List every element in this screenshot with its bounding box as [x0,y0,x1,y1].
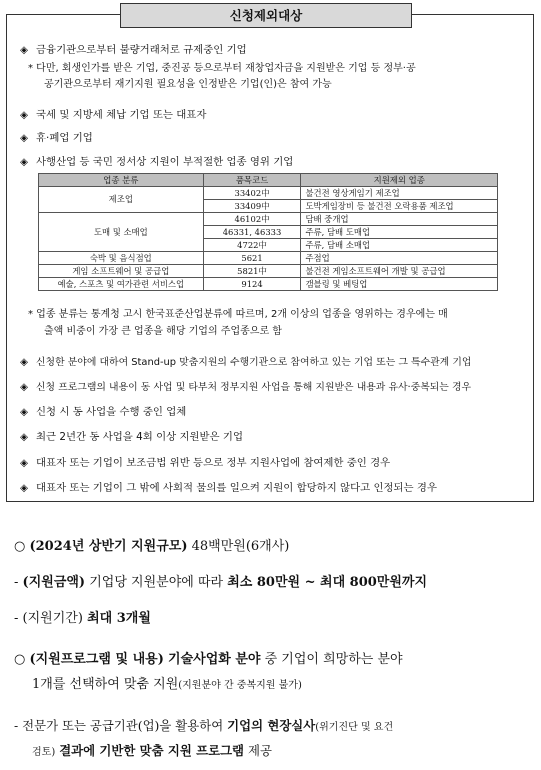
industry-category: 예술, 스포츠 및 여가관련 서비스업 [39,278,204,291]
excluded-industry: 불건전 영상게임기 제조업 [301,187,498,200]
diamond-bullet-icon: ◈ [20,44,28,56]
support-period-line: - (지원기간) 최대 3개월 [14,611,151,626]
table-row [39,265,498,278]
excluded-industry: 주류, 담배 소매업 [301,239,498,252]
table-row [39,187,498,200]
industry-category: 숙박 및 음식점업 [39,252,204,265]
support-amount-line: - (지원금액) 기업당 지원분야에 따라 최소 80만원 ~ 최대 800만원까지 [14,575,428,590]
exclusion-title: 신청제외대상 [120,3,412,28]
item-code: 9124 [203,278,301,291]
item-code: 46331, 46333 [203,226,301,239]
expert-diagnosis-line: - 전문가 또는 공급기관(업)을 활용하여 기업의 현장실사(위기진단 및 요건 [14,718,394,733]
excluded-industry: 불건전 게임소프트웨어 개발 및 공급업 [301,265,498,278]
support-program-line: ○ (지원프로그램 및 내용) 기술사업화 분야 중 기업이 희망하는 분야 [14,652,403,667]
exclusion-item: ◈ 최근 2년간 동 사업을 4회 이상 지원받은 기업 [20,431,243,443]
item-code: 5821中 [203,265,301,278]
industry-note: 출액 비중이 가장 큰 업종을 해당 기업의 주업종으로 함 [44,326,282,337]
table-header: 지원제외 업종 [301,174,498,187]
excluded-industry: 갬블링 및 베팅업 [301,278,498,291]
diamond-bullet-icon: ◈ [20,482,28,494]
industry-category: 게임 소프트웨어 및 공급업 [39,265,204,278]
diamond-bullet-icon: ◈ [20,132,28,144]
item-code: 46102中 [203,213,301,226]
table-header: 업종 분류 [39,174,204,187]
item-code: 5621 [203,252,301,265]
exclusion-item: ◈ 국세 및 지방세 체납 기업 또는 대표자 [20,109,207,121]
expert-diagnosis-line: 검토) 결과에 기반한 맞춤 지원 프로그램 제공 [32,743,272,758]
exclusion-item: ◈ 금융기관으로부터 불량거래처로 규제중인 기업 [20,44,247,56]
circle-bullet-icon: ○ [14,652,26,667]
excluded-industry: 담배 중개업 [301,213,498,226]
support-program-line: 1개를 선택하여 맞춤 지원(지원분야 간 중복지원 불가) [32,677,302,692]
diamond-bullet-icon: ◈ [20,109,28,121]
exclusion-item: ◈ 신청 프로그램의 내용이 동 사업 및 타부처 정부지원 사업을 통해 지원받은 내용과 유사·중복되는 경우 [20,381,472,393]
industry-category: 도매 및 소매업 [39,213,204,252]
table-header-row [39,174,498,187]
industry-category: 제조업 [39,187,204,213]
table-row [39,278,498,291]
diamond-bullet-icon: ◈ [20,406,28,418]
diamond-bullet-icon: ◈ [20,431,28,443]
exclusion-item: ◈ 신청한 분야에 대하여 Stand-up 맞춤지원의 수행기관으로 참여하고 있는 기업 또는 그 특수관계 기업 [20,356,472,368]
circle-bullet-icon: ○ [14,539,26,554]
excluded-industry: 도박게임장비 등 불건전 오락용품 제조업 [301,200,498,213]
excluded-industry: 주류, 담배 도매업 [301,226,498,239]
exclusion-item: ◈ 사행산업 등 국민 정서상 지원이 부적절한 업종 영위 기업 [20,156,294,168]
diamond-bullet-icon: ◈ [20,156,28,168]
support-scale-line: ○ (2024년 상반기 지원규모) 48백만원(6개사) [14,539,290,554]
table-row [39,252,498,265]
exclusion-item: ◈ 대표자 또는 기업이 보조금법 위반 등으로 정부 지원사업에 참여제한 중인 경우 [20,457,391,469]
excluded-industry-table [38,173,498,291]
exclusion-item: ◈ 대표자 또는 기업이 그 밖에 사회적 물의를 일으켜 지원이 합당하지 않다고 인정되는 경우 [20,482,437,494]
exclusion-note: * 다만, 회생인가를 받은 기업, 중진공 등으로부터 재창업자금을 지원받은 기업 등 정부·공 [28,63,416,74]
exclusion-item: ◈ 휴·폐업 기업 [20,132,93,144]
exclusion-item: ◈ 신청 시 동 사업을 수행 중인 업체 [20,406,187,418]
exclusion-note: 공기관으로부터 재기지원 필요성을 인정받은 기업(인)은 참여 가능 [44,79,332,90]
item-code: 33402中 [203,187,301,200]
excluded-industry: 주점업 [301,252,498,265]
diamond-bullet-icon: ◈ [20,356,28,368]
item-code: 33409中 [203,200,301,213]
diamond-bullet-icon: ◈ [20,381,28,393]
table-header: 품목코드 [203,174,301,187]
industry-note: * 업종 분류는 통계청 고시 한국표준산업분류에 따르며, 2개 이상의 업종을 영위하는 경우에는 매 [28,309,448,320]
diamond-bullet-icon: ◈ [20,457,28,469]
item-code: 4722中 [203,239,301,252]
table-row [39,213,498,226]
